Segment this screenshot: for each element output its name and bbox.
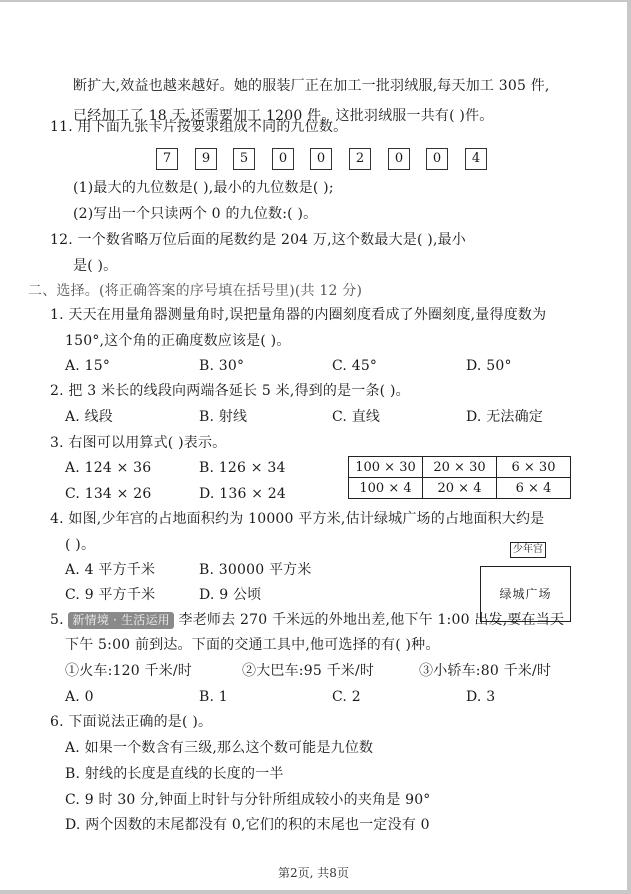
mc2-stem: 2. 把 3 米长的线段向两端各延长 5 米,得到的是一条( )。 <box>50 383 410 399</box>
mc1-stem1: 1. 天天在用量角器测量角时,误把量角器的内圈刻度看成了外圈刻度,量得度数为 <box>50 307 547 323</box>
vehicle-car: ③小轿车:80 千米/时 <box>419 663 552 679</box>
mc5-option-c: C. 2 <box>332 689 361 705</box>
mc5-number: 5. <box>50 612 64 628</box>
plaza-box: 绿城广场 <box>480 566 571 622</box>
grid-cell: 20 × 4 <box>423 478 497 499</box>
mc1-option-a: A. 15° <box>65 358 111 374</box>
mc6-stem: 6. 下面说法正确的是( )。 <box>50 714 213 730</box>
mc5-option-d: D. 3 <box>466 689 496 705</box>
mc6-option-c: C. 9 时 30 分,钟面上时针与分针所组成较小的夹角是 90° <box>65 792 431 808</box>
grid-cell: 100 × 4 <box>349 478 423 499</box>
mc2-option-b: B. 射线 <box>199 409 248 425</box>
digit-card: 2 <box>349 148 371 170</box>
mc3-option-c: C. 134 × 26 <box>65 486 152 502</box>
mc3-option-a: A. 124 × 36 <box>65 460 152 476</box>
mc5-option-a: A. 0 <box>65 689 94 705</box>
mc3-option-d: D. 136 × 24 <box>199 486 286 502</box>
grid-cell: 6 × 30 <box>497 457 571 478</box>
mc1-option-d: D. 50° <box>466 358 512 374</box>
q11-stem: 11. 用下面九张卡片按要求组成不同的九位数。 <box>50 119 348 135</box>
digit-card: 4 <box>465 148 487 170</box>
q12-line2: 是( )。 <box>73 258 118 274</box>
mc3-stem: 3. 右图可以用算式( )表示。 <box>50 435 227 451</box>
q12-line1: 12. 一个数省略万位后面的尾数约是 204 万,这个数最大是( ),最小 <box>50 232 467 248</box>
mc6-option-d: D. 两个因数的末尾都没有 0,它们的积的末尾也一定没有 0 <box>65 817 430 833</box>
mc5-stem2: 下午 5:00 前到达。下面的交通工具中,他可选择的有( )种。 <box>65 637 440 653</box>
grid-cell: 6 × 4 <box>497 478 571 499</box>
vehicle-train: ①火车:120 千米/时 <box>65 663 193 679</box>
mc4-option-a: A. 4 平方千米 <box>65 562 156 578</box>
section-title: 二、选择。(将正确答案的序号填在括号里)(共 12 分) <box>28 283 363 299</box>
digit-card: 0 <box>388 148 410 170</box>
digit-card: 5 <box>233 148 255 170</box>
digit-card: 0 <box>310 148 332 170</box>
mc6-option-b: B. 射线的长度是直线的长度的一半 <box>65 766 284 782</box>
q11-sub1: (1)最大的九位数是( ),最小的九位数是( ); <box>73 180 334 196</box>
mc5-stem1 <box>50 611 564 629</box>
mc2-option-c: C. 直线 <box>332 409 381 425</box>
mc6-option-a: A. 如果一个数含有三级,那么这个数可能是九位数 <box>65 740 374 756</box>
mc2-option-d: D. 无法确定 <box>466 409 544 425</box>
q11-sub2: (2)写出一个只读两个 0 的九位数:( )。 <box>73 206 318 222</box>
mc5-stem1-text: 李老师去 270 千米远的外地出差,他下午 1:00 出发,要在当天 <box>178 612 565 628</box>
mc4-option-c: C. 9 平方千米 <box>65 587 156 603</box>
digit-card: 0 <box>272 148 294 170</box>
vehicle-bus: ②大巴车:95 千米/时 <box>242 663 375 679</box>
mc3-option-b: B. 126 × 34 <box>199 460 286 476</box>
grid-cell: 20 × 30 <box>423 457 497 478</box>
multiplication-grid <box>348 456 571 499</box>
mc1-stem2: 150°,这个角的正确度数应该是( )。 <box>65 333 291 349</box>
page-footer: 第2页, 共8页 <box>278 866 349 880</box>
youth-palace-box: 少年宫 <box>510 542 546 558</box>
mc4-stem2: ( )。 <box>65 537 96 553</box>
digit-card: 7 <box>156 148 178 170</box>
mc1-option-c: C. 45° <box>332 358 378 374</box>
digit-card: 9 <box>195 148 217 170</box>
digit-card: 0 <box>426 148 448 170</box>
q10-line1: 断扩大,效益也越来越好。她的服装厂正在加工一批羽绒服,每天加工 305 件, <box>73 78 550 94</box>
context-tag: 新情境 · 生活运用 <box>68 612 173 629</box>
mc2-option-a: A. 线段 <box>65 409 114 425</box>
mc1-option-b: B. 30° <box>199 358 245 374</box>
mc5-option-b: B. 1 <box>199 689 228 705</box>
mc4-option-b: B. 30000 平方米 <box>199 562 312 578</box>
document-page <box>0 2 627 890</box>
q10-line2: 已经加工了 18 天,还需要加工 1200 件。这批羽绒服一共有( )件。 <box>73 108 494 124</box>
mc4-stem1: 4. 如图,少年宫的占地面积约为 10000 平方米,估计绿城广场的占地面积大约是 <box>50 511 545 527</box>
mc4-option-d: D. 9 公顷 <box>199 587 262 603</box>
grid-cell: 100 × 30 <box>349 457 423 478</box>
